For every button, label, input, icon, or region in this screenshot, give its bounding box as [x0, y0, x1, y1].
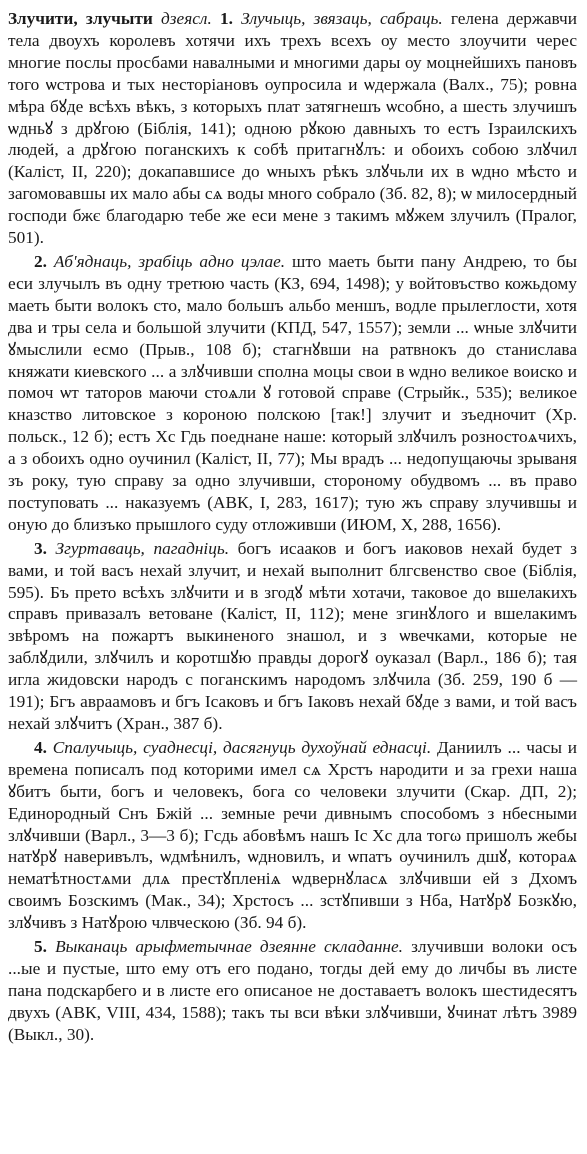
- sense-definition: Спалучыць, суаднесці, дасягнуць духоўнай еднасці.: [52, 737, 432, 757]
- sense-4: [8, 737, 577, 934]
- sense-definition: Выканаць арыфметычнае дзеянне складанне.: [55, 937, 403, 957]
- sense-definition: Аб'яднаць, зрабіць адно цэлае.: [53, 251, 286, 271]
- sense-citations: гелена державчи тела двоухъ королевъ хотячи ихъ трехъ всехъ оу место злоучити черес многие послы просбами навалными и многими дары оу моцнейшихъ пановъ того ѡстрова и тых несторіановъ оупросила и ѡдержала (Валх., 75); ровна мѣра бꙋде всѣхъ вѣкъ, з которыхъ плат затягнешъ ѡсобно, а шесть злучишъ ѡдньꙋ з дрꙋгою (Біблія, 141); одною рꙋкою давныхъ то естъ Ізраилскихъ людей, а дрꙋгою поганскихъ к собѣ притагнꙋлъ: и обоихъ собою злꙋчил (Каліст, II, 220); докапавшисе до ѡныхъ рѣкъ злꙋчьли их в ѡдно мѣсто и загомовавшы их мало абы сѧ воды много собрало (Зб. 82, 8); ѡ милосердный господи бжє благодарю тебе же еси мене з такимъ мꙋжем злучилъ (Пралог, 501).: [8, 9, 577, 248]
- sense-5: [8, 936, 577, 1046]
- sense-number: 4.: [34, 737, 47, 757]
- headword: Злучити, злучыти: [8, 9, 153, 28]
- sense-1: [8, 8, 577, 249]
- sense-definition: Згуртаваць, пагадніць.: [55, 538, 230, 558]
- sense-definition: Злучыць, звязаць, сабраць.: [241, 9, 443, 28]
- sense-3: [8, 538, 577, 735]
- sense-number: 5.: [34, 937, 47, 957]
- sense-citations: богъ исааков и богъ иаковов нехай будет з вами, и той васъ нехай злучит, и нехай выполнит блгсвенство свое (Біблія, 595). Бъ прето всѣхъ злꙋчити и в згодꙋ мѣти хотачи, таковое до вшелакихъ справъ привазалъ ветоване (Каліст, II, 112); мене згинꙋлого и вшелакимъ звѣромъ на пожартъ выкиненого знашол, и з ѡвечками, которые не заблꙋдили, злꙋчилъ и коротшꙋю правды дорогꙋ оуказал (Варл., 186 б); тая игла жидовски народъ с поганскимъ народомъ злꙋчила (Зб. 259, 190 б — 191); Бгъ авраамовъ и бгъ Ісаковъ и бгъ Іаковъ нехай бꙋде з вами, и той васъ нехай злꙋчитъ (Хран., 387 б).: [8, 538, 578, 733]
- sense-number: 1.: [219, 9, 233, 28]
- sense-number: 3.: [34, 538, 47, 558]
- part-of-speech: дзеясл.: [161, 9, 212, 28]
- sense-citations: што маеть быти пану Андрею, то бы еси злучылъ въ одну третюю часть (КЗ, 694, 1498); у войтовъство кожьдому маеть быти волокъ сто, мало большъ альбо меншъ, водле прылеглости, хотя два и тры села и большой злучити (КПД, 547, 1557); земли ... ѡные злꙋчити ꙋмыслили есмо (Прыв., 108 б); стагнꙋвши на ратвнокъ до станислава княжати киевского ... а злꙋчивши сполна моцы свои в ѡдно великое воиско и помоч ѡт таторов маючи стоѧли ꙋ готовой справе (Стрыйк., 535); великое кназство литовское з короною полскою [так!] злучит и зъедночит (Хр. польск., 12 б); естъ Хс Гдь поеднане наше: который злꙋчилъ розностоѧчихъ, а з обоихъ одно оучинил (Каліст, II, 77); Мы врадъ ... недопущаючы зрываня зъ року, тую справу за одно злучивши, стороному обудвомъ ... въ право поступовать ... наказуемъ (АВК, I, 283, 1617); тую жъ справу злучившы и оную до близъко прышлого суду отложивши (ИЮМ, X, 288, 1656).: [8, 251, 577, 534]
- sense-number: 2.: [34, 251, 47, 271]
- sense-citations: злучивши волоки осъ ...ые и пустые, што ему отъ его подано, тогды дей ему до личбы въ листе пана подскарбего и в листе его описаное не доставаетъ волокъ шестидесятъ двухъ (АВК, VIII, 434, 1588); такъ ты вси вѣки злꙋчивши, ꙋчинат лѣтъ 3989 (Выкл., 30).: [8, 937, 578, 1044]
- sense-citations: Даниилъ ... часы и времена пописалъ под которими имел сѧ Хрстъ народити и за грехи наша ꙋбитъ быти, богъ и человекъ, бога со человеки злучити (Скар. ДП, 2); Единородный Снъ Бжій ... земные речи дивнымъ способомъ з нбесными злꙋчивши (Варл., 3—3 б); Гсдь абовѣмъ нашъ Іс Хс дла тогω пришолъ жебы натꙋрꙋ наверивълъ, ѡдмѣнилъ, ѡдновилъ, и ѡпатъ оучинилъ дшꙋ, котораѧ нематѣтностѧми длѧ престꙋпленіѧ ѡдвернꙋласѧ злꙋчивши ей з Дхомъ своимъ Бозскимъ (Мак., 34); Хрстосъ ... зстꙋпивши з Нба, Натꙋрꙋ Бозкꙋю, злꙋчивъ з Натꙋрою члвческою (Зб. 94 б).: [8, 737, 578, 933]
- sense-2: [8, 251, 577, 536]
